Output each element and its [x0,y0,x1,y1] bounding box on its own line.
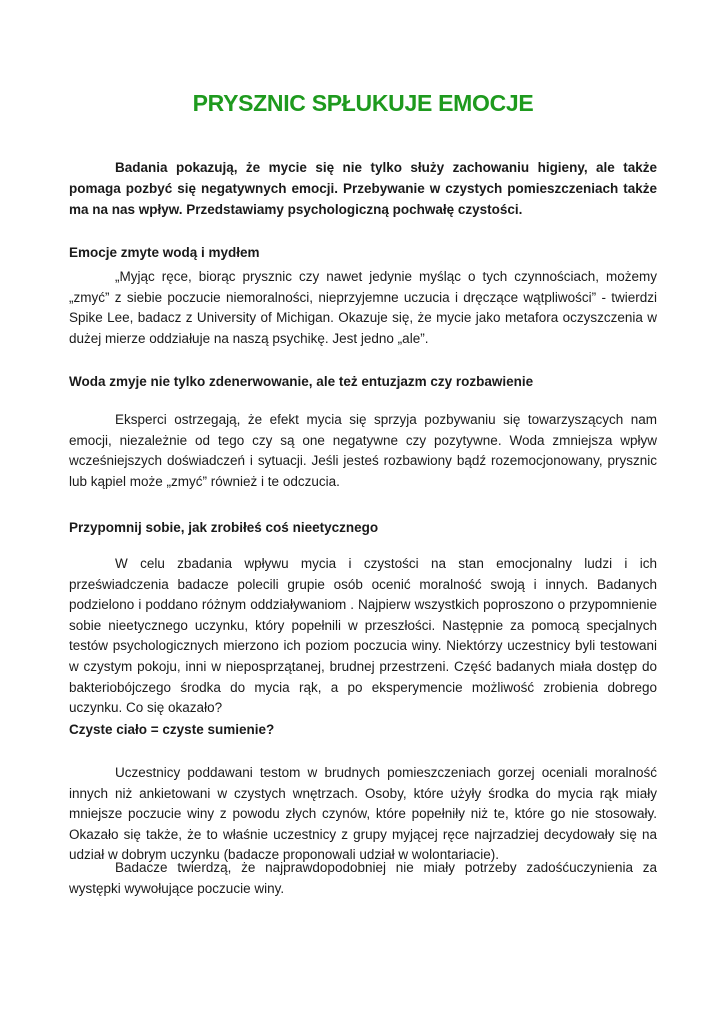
section-1-paragraph-1: „Myjąc ręce, biorąc prysznic czy nawet jedynie myśląc o tych czynnościach, możemy „zmyć” z siebie poczucie niemoralności, nieprzyjemne uczucia i dręczące wątpliwości” - twierdzi Spike Lee, badacz z University of Michigan. Okazuje się, że mycie jako metafora oczyszczenia w dużej mierze oddziałuje na naszą psychikę. Jest jedno „ale”. [69,269,657,346]
article-title: PRYSZNIC SPŁUKUJE EMOCJE [192,90,534,116]
section-4-paragraph-2: Badacze twierdzą, że najprawdopodobniej nie miały potrzeby zadośćuczynienia za występki wywołujące poczucie winy. [69,860,657,896]
section-heading-4: Czyste ciało = czyste sumienie? [69,722,275,737]
section-2-paragraph-1: Eksperci ostrzegają, że efekt mycia się sprzyja pozbywaniu się towarzyszących nam emocji, niezależnie od tego czy są one negatywne czy pozytywne. Woda zmniejsza wpływ wcześniejszych doświadczeń i sytuacji. Jeśli jesteś rozbawiony bądź rozemocjonowany, prysznic lub kąpiel może „zmyć” również i te odczucia. [69,412,657,489]
section-heading-2: Woda zmyje nie tylko zdenerwowanie, ale też entuzjazm czy rozbawienie [69,374,534,389]
article-lead: Badania pokazują, że mycie się nie tylko służy zachowaniu higieny, ale także pomaga pozbyć się negatywnych emocji. Przebywanie w czystych pomieszczeniach także ma na nas wpływ. Przedstawiamy psychologiczną pochwałę czystości. [69,160,657,217]
section-4-paragraph-1: Uczestnicy poddawani testom w brudnych pomieszczeniach gorzej oceniali moralność innych niż ankietowani w czystych wnętrzach. Osoby, które użyły środka do mycia rąk miały mniejsze poczucie winy z powodu złych czynów, które popełniły niż te, które go nie stosowały. Okazało się także, że to właśnie uczestnicy z grupy myjącej ręce najrzadziej decydowały się na udział w dobrym uczynku (badacze proponowali udział w wolontariacie). [69,765,657,863]
section-3-paragraph-1: W celu zbadania wpływu mycia i czystości na stan emocjonalny ludzi i ich przeświadczenia badacze polecili grupie osób ocenić moralność swoją i innych. Badanych podzielono i poddano różnym oddziaływaniom . Najpierw wszystkich poproszono o przypomnienie sobie nieetycznego uczynku, który popełnili w przeszłości. Następnie za pomocą specjalnych testów psychologicznych mierzono ich poziom poczucia winy. Niektórzy uczestnicy byli testowani w czystym pokoju, inni w nieposprzątanej, brudnej przestrzeni. Część badanych miała dostęp do bakteriobójczego środka do mycia rąk, a po eksperymencie możliwość zrobienia dobrego uczynku. Co się okazało? [69,556,657,716]
section-heading-3: Przypomnij sobie, jak zrobiłeś coś nieetycznego [69,520,379,535]
section-heading-1: Emocje zmyte wodą i mydłem [69,245,260,260]
